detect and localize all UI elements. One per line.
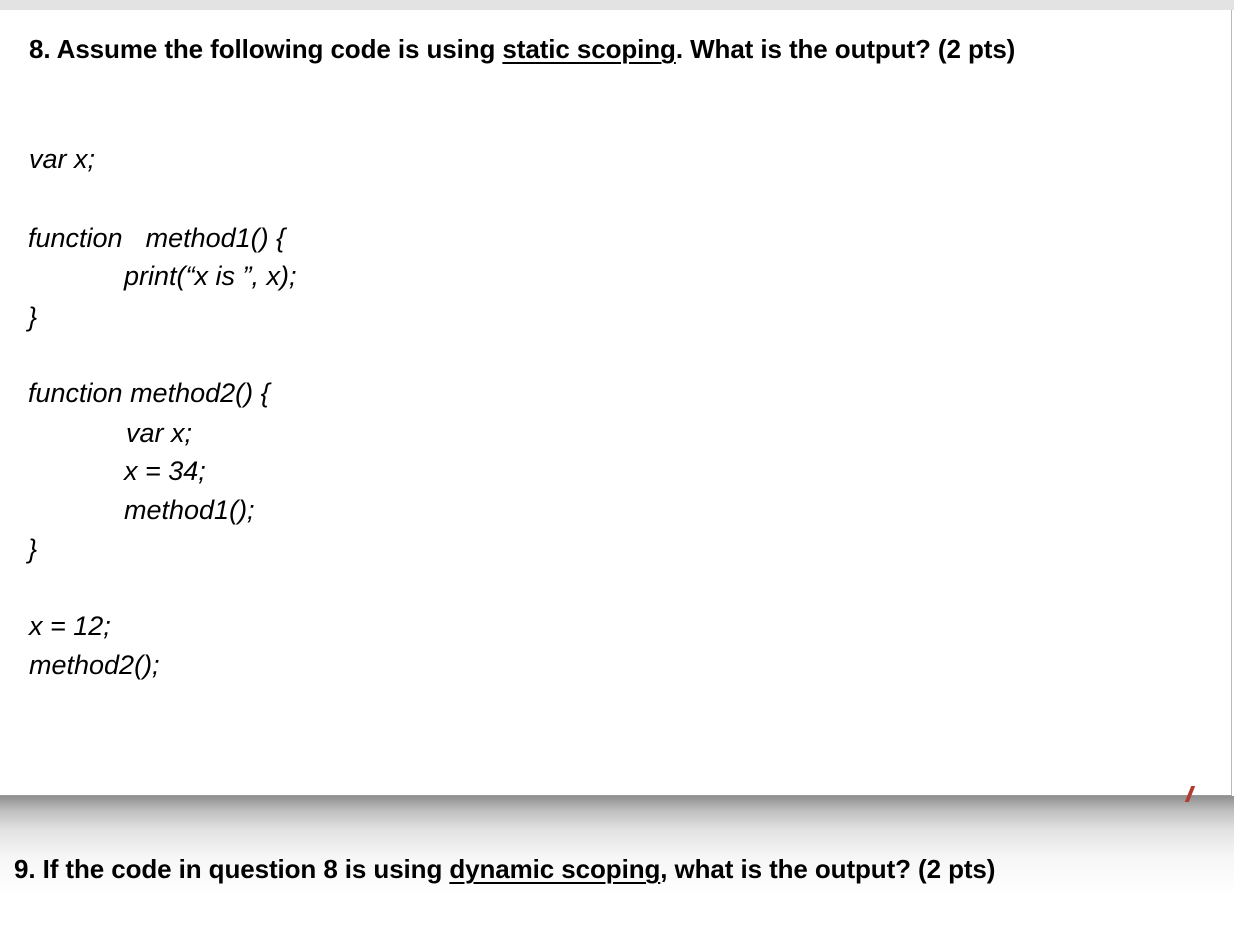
code-line-close-brace-2: } (28, 534, 38, 564)
question-8 (29, 34, 1015, 65)
question-9 (14, 854, 995, 885)
code-line-print: print(“x is ”, x); (124, 261, 297, 291)
question-9-suffix: , what is the output? (2 pts) (660, 854, 996, 884)
question-8-underlined-term: static scoping (502, 34, 676, 64)
code-line-close-brace-1: } (28, 302, 38, 332)
top-strip (0, 0, 1234, 10)
code-line-call-method2: method2(); (29, 650, 160, 680)
code-line-assign-12: x = 12; (29, 611, 111, 641)
question-9-underlined-term: dynamic scoping (449, 854, 661, 884)
code-line-assign-34: x = 34; (124, 456, 206, 486)
code-line-local-var-x: var x; (126, 418, 193, 448)
function-keyword: function (28, 223, 123, 253)
question-8-suffix: . What is the output? (2 pts) (675, 34, 1016, 64)
question-8-prefix: 8. Assume the following code is using (29, 34, 503, 64)
code-line-method2-declaration: function method2() { (28, 378, 270, 408)
question-9-prefix: 9. If the code in question 8 is using (14, 854, 450, 884)
code-line-call-method1: method1(); (124, 495, 255, 525)
code-line-method1-declaration (28, 223, 285, 254)
method1-signature: method1() { (145, 223, 286, 253)
code-line-var-x: var x; (29, 144, 96, 174)
